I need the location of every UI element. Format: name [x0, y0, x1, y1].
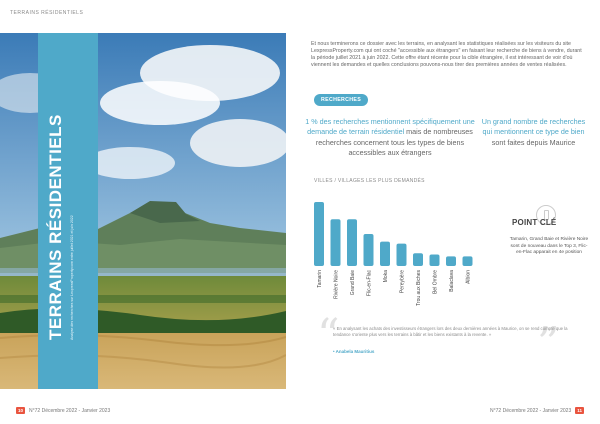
stat-block-1	[305, 117, 475, 159]
open-quote-icon: “	[317, 310, 340, 361]
stat2-highlight: Un grand nombre de recherches qui mentionnent ce type de bien	[481, 117, 586, 137]
page-number-right: 11	[577, 408, 582, 413]
issue-label-right: N°72 Décembre 2022 - Janvier 2023	[490, 407, 572, 414]
bar-balaclava	[446, 256, 456, 266]
stat-block-2	[476, 117, 591, 148]
bar-label: Rivière Noire	[333, 270, 340, 299]
bar-rivi-re-noire	[331, 219, 341, 266]
section-label: TERRAINS RÉSIDENTIELS	[10, 10, 84, 16]
stat1-text: mais de nombreuses recherches concernent tous les types de biens accessibles aux étrangers	[315, 127, 473, 158]
keypoint-text: Tamarin, Grand Baie et Rivière Noire sont de nouveau dans le Top 3, Flic-en-Flac apparait en 4e position	[509, 237, 589, 256]
quote-text: « En analysant les achats des investisseurs étrangers lors des deux dernières années à Maurice, on se rend compte que la tendance s'oriente plus vers les terrains à bâtir et les biens existants à la revente. »	[333, 326, 568, 338]
bar-label: Trou aux Biches	[416, 270, 422, 306]
stat2-text: sont faites depuis Maurice	[491, 137, 576, 147]
bar-label: Bel Ombre	[432, 270, 439, 294]
bar-grand-baie	[347, 219, 357, 266]
page-subtitle: Analyse des recherches sur LexpressProperty.com entre juillet 2021 et juin 2022	[70, 215, 74, 340]
issue-label-left: N°72 Décembre 2022 - Janvier 2023	[29, 407, 111, 414]
footer-right	[490, 407, 584, 414]
chart-title: VILLES / VILLAGES LES PLUS DEMANDÉS	[314, 178, 425, 184]
bar-label: Albion	[465, 270, 472, 284]
quote-author: • Anabela Mauritius	[333, 349, 375, 354]
page-number-left: 10	[18, 408, 24, 413]
footer-left	[16, 407, 110, 414]
bar-label: Grand Baie	[350, 270, 356, 296]
bar-flic-en-flac	[364, 234, 374, 266]
bar-label: Pereybère	[399, 270, 406, 294]
bar-label: Moka	[383, 270, 389, 283]
bar-label: Flic-en-Flac	[366, 270, 373, 297]
bar-pereyb-re	[397, 244, 407, 266]
bar-label: Balaclava	[449, 270, 455, 292]
bar-tamarin	[314, 202, 324, 266]
close-quote-icon: ”	[537, 318, 560, 369]
keypoint-title: POINT CLÉ	[512, 218, 557, 227]
section-pill: RECHERCHES	[314, 94, 368, 106]
stat1-highlight: 1 % des recherches mentionnent spécifiquement une demande de terrain résidentiel	[305, 117, 475, 137]
bar-albion	[463, 256, 473, 266]
bar-label: Tamarin	[317, 270, 323, 288]
page-title: TERRAINS RÉSIDENTIELS	[46, 114, 65, 340]
intro-paragraph: Et nous terminerons ce dossier avec les terrains, en analysant les statistiques réalisées sur les visiteurs du site LexpressProperty.com qui ont coché "accessible aux étrangers" en faisant leur recherche de biens à vendre, durant la période juillet 2021 à juin 2022. Cette offre étant récente pour la cible étrangère, il est intéressant de voir d'où viennent les demandes et quelles conclusions pouvons-nous tirer des premières années de ventes réalisées.	[311, 41, 582, 69]
bar-bel-ombre	[430, 254, 440, 266]
bar-moka	[380, 242, 390, 266]
bar-trou-aux-biches	[413, 253, 423, 266]
bar-chart	[306, 190, 476, 310]
